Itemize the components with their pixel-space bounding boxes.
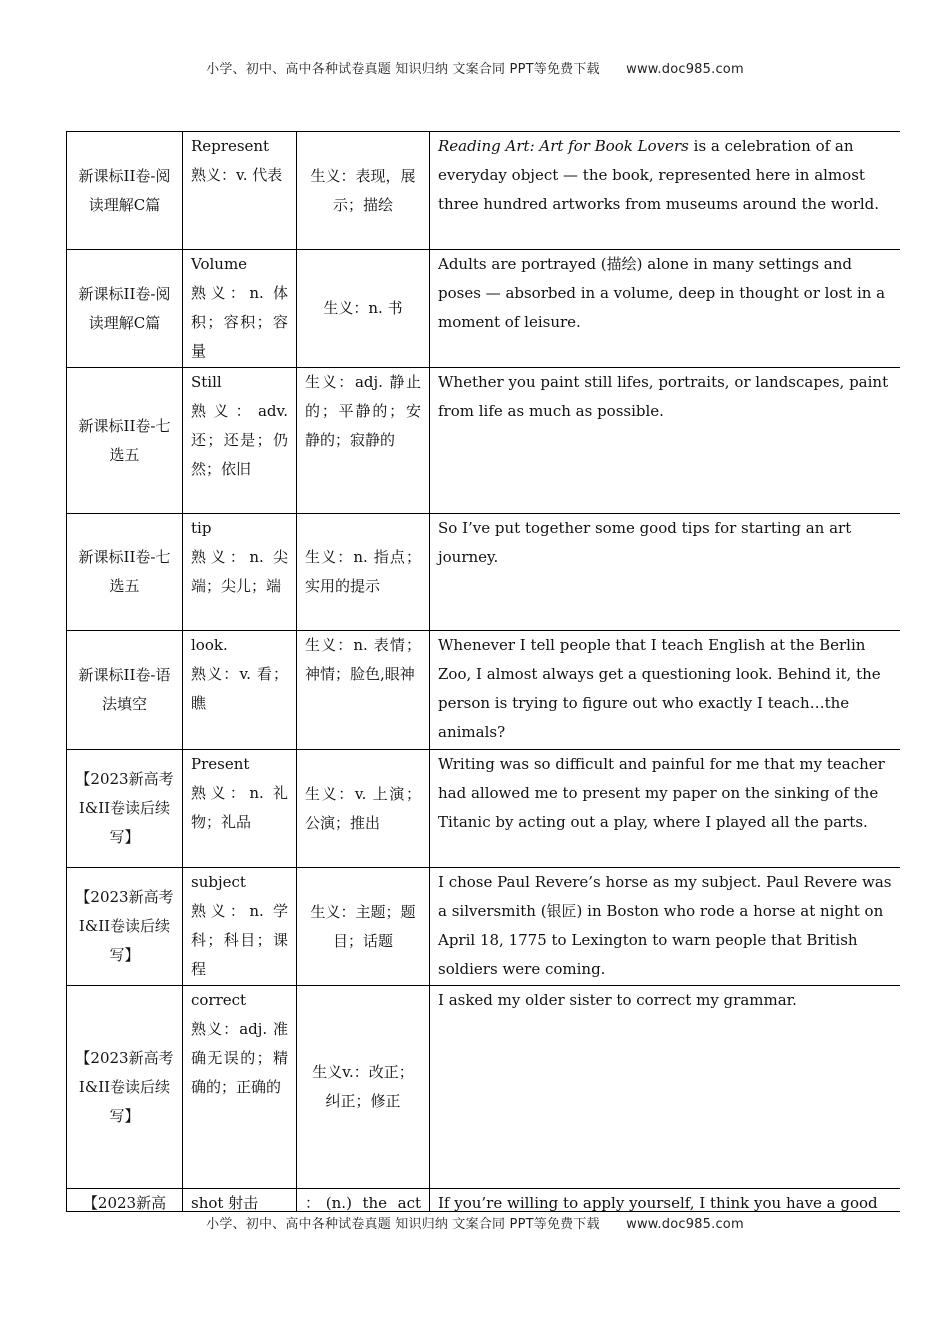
table-row: [67, 631, 901, 750]
table-row: [67, 514, 901, 631]
known-meaning-cell: [183, 132, 297, 250]
table-row: [67, 986, 901, 1189]
source-cell: 新课标II卷-语法填空: [67, 631, 183, 750]
new-meaning-cell: 生义：v. 上演；公演；推出: [297, 750, 430, 868]
table-row: [67, 750, 901, 868]
source-cell: 【2023新高考Ⅰ&II卷读后续写】: [67, 750, 183, 868]
new-meaning-cell: 生义v.：改正；纠正；修正: [297, 986, 430, 1189]
example-cell: I chose Paul Revere’s horse as my subject. Paul Revere was a silversmith (银匠) in Boston who rode a horse at night on April 18, 1775 to Lexington to warn people that British soldiers were coming.: [430, 868, 901, 986]
known-meaning: 熟义：v. 代表: [191, 166, 283, 184]
known-meaning-cell: [183, 631, 297, 750]
example-cell: Whether you paint still lifes, portraits, or landscapes, paint from life as much as possible.: [430, 368, 901, 514]
known-meaning-cell: [183, 1189, 297, 1213]
new-meaning-cell: 生义：n. 指点；实用的提示: [297, 514, 430, 631]
source-cell: 【2023新高考Ⅰ&II卷读后续写】: [67, 868, 183, 986]
vocab-word: shot 射击: [191, 1194, 259, 1212]
example-text: is a celebration of an everyday object — the book, represented here in almost three hundred artworks from museums around the world.: [438, 137, 880, 213]
table-row: [67, 868, 901, 986]
vocab-word: Present: [191, 755, 250, 773]
vocab-word: tip: [191, 519, 212, 537]
page-footer: [0, 1213, 950, 1232]
page-header: [0, 58, 950, 77]
vocab-table: [66, 131, 900, 1212]
source-cell: 新课标II卷-七选五: [67, 368, 183, 514]
known-meaning: 熟义：n. 礼物；礼品: [191, 784, 288, 831]
known-meaning: 熟义：n. 尖端；尖儿；端: [191, 548, 288, 595]
known-meaning-cell: [183, 368, 297, 514]
known-meaning-cell: [183, 514, 297, 631]
footer-site-link[interactable]: www.doc985.com: [626, 1217, 744, 1232]
example-cell: If you’re willing to apply yourself, I think you have a good: [430, 1189, 901, 1213]
example-cell: Adults are portrayed (描绘) alone in many settings and poses — absorbed in a volume, deep in thought or lost in a moment of leisure.: [430, 250, 901, 368]
new-meaning-cell: 生义：n. 表情；神情；脸色,眼神: [297, 631, 430, 750]
source-cell: 新课标II卷-七选五: [67, 514, 183, 631]
new-meaning-cell: 生义：adj. 静止的；平静的；安静的；寂静的: [297, 368, 430, 514]
new-meaning-cell: 生义：表现，展示；描绘: [297, 132, 430, 250]
known-meaning: 熟义：adj. 准确无误的；精确的；正确的: [191, 1020, 288, 1096]
table-row: [67, 368, 901, 514]
vocab-word: Volume: [191, 255, 248, 273]
vocab-table-container: [66, 131, 900, 1212]
footer-text: 小学、初中、高中各种试卷真题 知识归纳 文案合同 PPT等免费下载: [206, 1217, 600, 1232]
source-cell: 【2023新高考Ⅰ&II卷读后续写】: [67, 986, 183, 1189]
source-cell: 【2023新高: [67, 1189, 183, 1213]
vocab-word: Represent: [191, 137, 270, 155]
table-row: [67, 132, 901, 250]
example-cell: I asked my older sister to correct my grammar.: [430, 986, 901, 1189]
known-meaning-cell: [183, 250, 297, 368]
header-site-link[interactable]: www.doc985.com: [626, 62, 744, 77]
example-cell: [430, 132, 901, 250]
vocab-word: correct: [191, 991, 247, 1009]
vocab-word: Still: [191, 373, 222, 391]
header-text: 小学、初中、高中各种试卷真题 知识归纳 文案合同 PPT等免费下载: [206, 62, 600, 77]
new-meaning-cell: 生义：主题；题目；话题: [297, 868, 430, 986]
table-row: [67, 1189, 901, 1213]
new-meaning-cell: 生义：n. 书: [297, 250, 430, 368]
known-meaning-cell: [183, 750, 297, 868]
table-row: [67, 250, 901, 368]
known-meaning: 熟义：n. 体积；容积；容量: [191, 284, 288, 360]
known-meaning: 熟义：n. 学科；科目；课程: [191, 902, 288, 978]
example-cell: Writing was so difficult and painful for me that my teacher had allowed me to present my paper on the sinking of the Titanic by acting out a play, where I played all the parts.: [430, 750, 901, 868]
source-cell: 新课标II卷-阅读理解C篇: [67, 250, 183, 368]
example-cell: Whenever I tell people that I teach English at the Berlin Zoo, I almost always get a questioning look. Behind it, the person is trying to figure out who exactly I teach…the animals?: [430, 631, 901, 750]
known-meaning-cell: [183, 868, 297, 986]
known-meaning-cell: [183, 986, 297, 1189]
known-meaning: 熟义：v. 看；瞧: [191, 665, 288, 712]
source-cell: 新课标II卷-阅读理解C篇: [67, 132, 183, 250]
example-cell: So I’ve put together some good tips for starting an art journey.: [430, 514, 901, 631]
vocab-word: look.: [191, 636, 228, 654]
known-meaning: 熟义：adv. 还；还是；仍然；依旧: [191, 402, 288, 478]
vocab-word: subject: [191, 873, 246, 891]
example-book-title: Reading Art: Art for Book Lovers: [438, 137, 689, 155]
new-meaning-cell: ：(n.) the act: [297, 1189, 430, 1213]
